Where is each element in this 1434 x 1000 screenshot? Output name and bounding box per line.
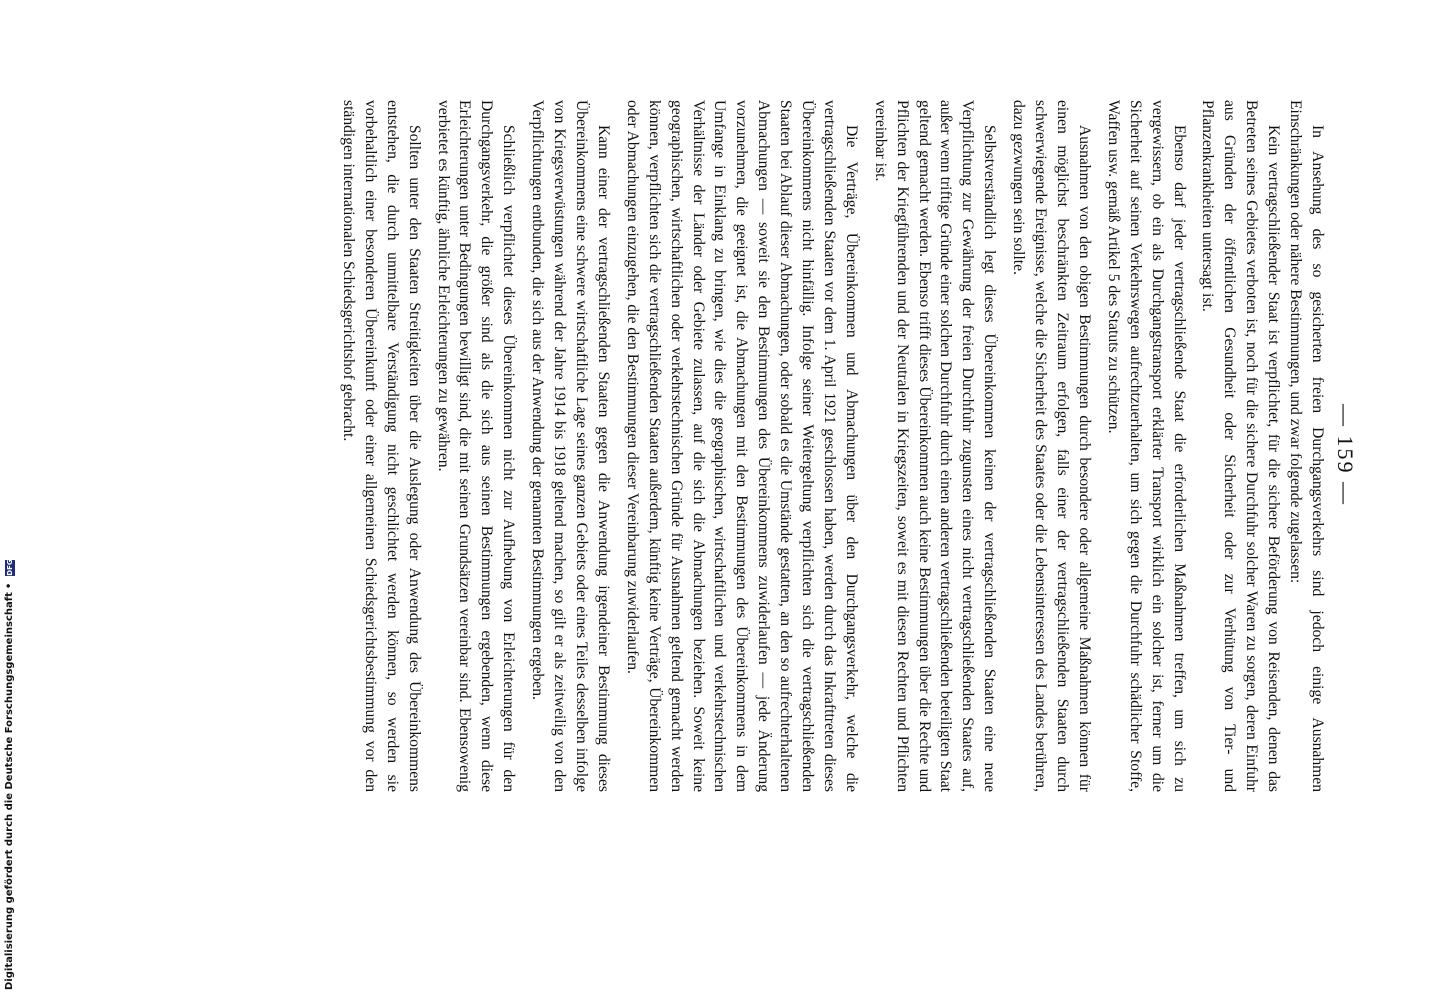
page-number: — 159 — <box>1333 404 1358 506</box>
separator-dot-icon: • <box>4 582 15 590</box>
dfg-logo-icon: DFG <box>6 559 14 576</box>
digitization-credit-sidebar <box>2 0 18 1000</box>
paragraph-9: Sollten unter den Staaten Streitigkeiten über die Auslegung oder Anwendung des Übereinkommens entstehen, die durch unmittelbare Verständigung nicht geschlichtet werden können, so werden sie vorbehaltlich einer besonderen Übereinkunft oder einer allgemeinen Schiedsgerichtsbestimmung vor den ständigen internationalen Schiedsgerichtshof gebracht. <box>339 100 423 792</box>
paragraph-8: Schließlich verpflichtet dieses Übereinkommen nicht zur Aufhebung von Erleichterungen für den Durchgangsverkehr, die größer sind als die sich aus seinen Bestimmungen ergebenden, wenn diese Erleichterungen unter Bedingungen bewilligt sind, die mit seinen Grundsätzen vereinbar sind. Ebensowenig verbietet es künftig, ähnliche Erleichterungen zu gewähren. <box>434 100 518 792</box>
credit-text: Digitalisierung gefördert durch die Deutsche Forschungsgemeinschaft <box>4 592 15 990</box>
paragraph-2: Kein vertragschließender Staat ist verpflichtet, für die sichere Beförderung von Reisenden, denen das Betreten seines Gebietes verboten ist, noch für die sichere Durchfuhr solcher Waren zu sorgen, deren Einfuhr aus Gründen der öffentlichen Gesundheit oder Sicherheit oder zur Verhütung von Tier- und Pflanzenkrankheiten untersagt ist. <box>1199 100 1283 792</box>
paragraph-6: Die Verträge, Übereinkommen und Abmachungen über den Durchgangsverkehr, welche die vertragschließenden Staaten vor dem 1. April 1921 geschlossen haben, werden durch das Inkrafttreten dieses Übereinkommens nicht hinfällig. Infolge seiner Weitergeltung verpflichten sich die vertragschließenden Staaten bei Ablauf dieser Abmachungen, oder sobald es die Umstände gestatten, an den so aufrechterhaltenen Abmachungen — soweit sie den Bestimmungen des Übereinkommens zuwiderlaufen — jede Änderung vorzunehmen, die geeignet ist, die Abmachungen mit den Bestimmungen des Übereinkommens in dem Umfange in Einklang zu bringen, wie dies die geographischen, wirtschaftlichen und verkehrstechnischen Verhältnisse der Länder oder Gebiete zulassen, auf die sich die Abmachungen beziehen. Soweit keine geographischen, wirtschaftlichen oder verkehrstechnischen Gründe für Ausnahmen geltend gemacht werden können, verpflichten sich die vertragschließenden Staaten außerdem, künftig keine Verträge, Übereinkommen oder Abmachungen einzugehen, die den Bestimmungen dieser Vereinbarung zuwiderlaufen. <box>623 100 860 792</box>
paragraph-4: Ausnahmen von den obigen Bestimmungen durch besondere oder allgemeine Maßnahmen können für einen möglichst beschränkten Zeitraum erfolgen, falls einer der vertragschließenden Staaten durch schwerwiegende Ereignisse, welche die Sicherheit des Staates oder die Lebensinteressen des Landes berühren, dazu gezwungen sein sollte. <box>1010 100 1093 792</box>
paragraph-1: In Ansehung des so gesicherten freien Durchgangsverkehrs sind jedoch einige Ausnahmen Einschränkungen oder nähere Bestimmungen, und zwar folgende zugelassen: <box>1287 100 1326 792</box>
paragraph-7: Kann einer der vertragschließenden Staaten gegen die Anwendung irgendeiner Bestimmung dieses Übereinkommens eine schwere wirtschaftliche Lage seines ganzen Gebiets oder eines Teiles desselben infolge von Kriegsverwüstungen während der Jahre 1914 bis 1918 geltend machen, so gilt er als zeitweilig von den Verpflichtungen entbunden, die sich aus der Anwendung der genannten Bestimmungen ergeben. <box>529 100 612 792</box>
paragraph-5: Selbstverständlich legt dieses Übereinkommen keinen der vertragschließenden Staaten eine neue Verpflichtung zur Gewährung der freien Durchfuhr zugunsten eines nicht vertragschließenden Staates auf, außer wenn triftige Gründe einer solchen Durchfuhr durch einen anderen vertragschließenden beteiligten Staat geltend gemacht werden. Ebenso trifft dieses Übereinkommen auch keine Bestimmungen über die Rechte und Pflichten der Kriegführenden und der Neutralen in Kriegszeiten, soweit es mit diesen Rechten und Pflichten vereinbar ist. <box>871 100 999 792</box>
document-body <box>337 0 1328 910</box>
paragraph-3: Ebenso darf jeder vertragschließende Staat die erforderlichen Maßnahmen treffen, um sich zu vergewissern, ob ein als Durchgangstransport erklärter Transport wirklich ein solcher ist, ferner um die Sicherheit auf seinen Verkehrswegen aufrechtzuerhalten, um sich gegen die Durchfuhr schädlicher Stoffe, Waffen usw. gemäß Artikel 5 des Statuts zu schützen. <box>1104 100 1188 792</box>
